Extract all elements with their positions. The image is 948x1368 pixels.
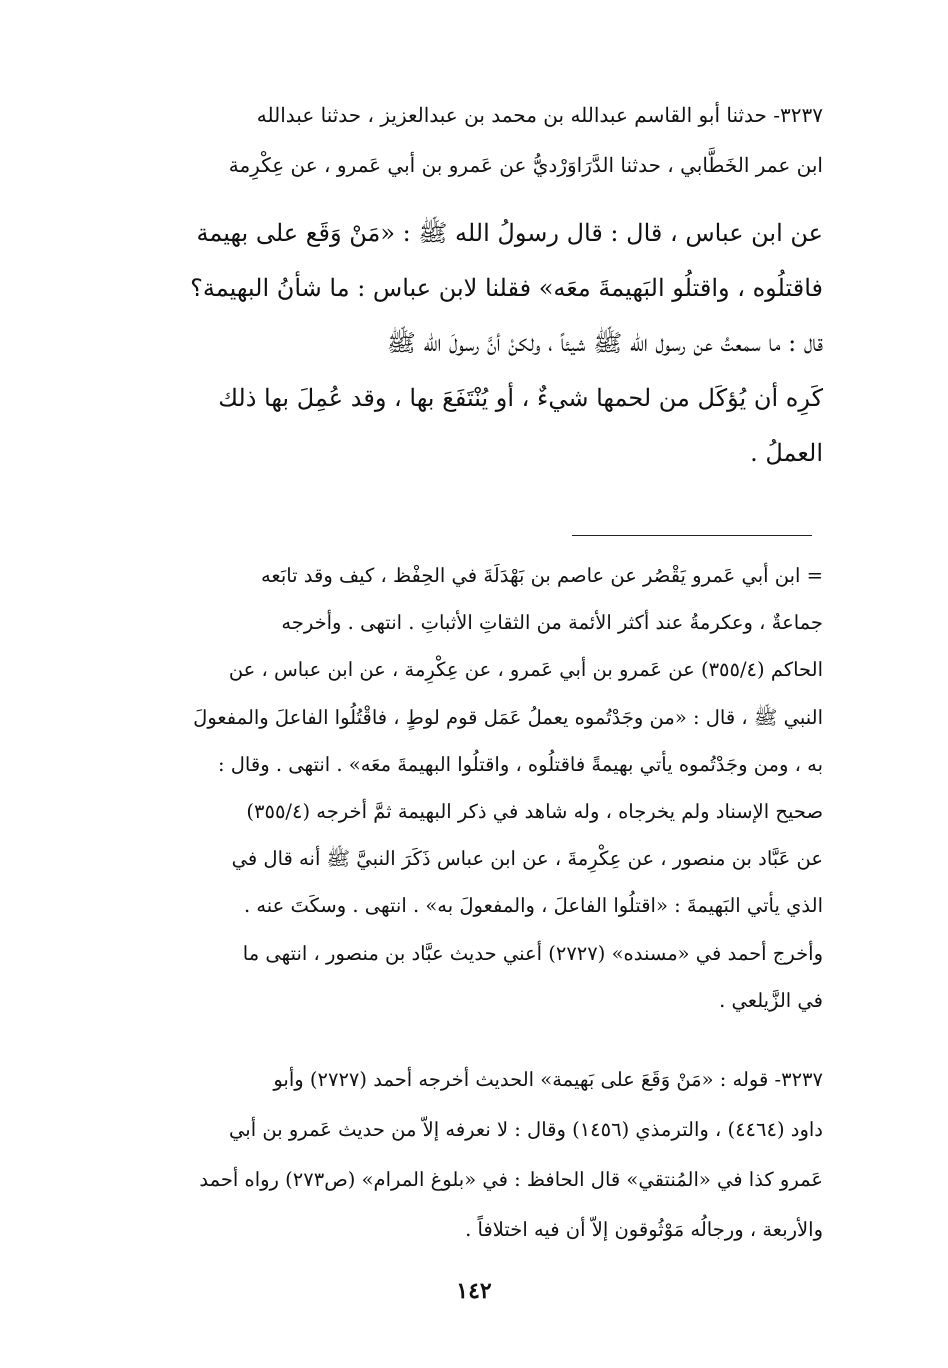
footnote-divider — [572, 535, 812, 536]
isnad-line: ابن عمر الخَطَّابي ، حدثنا الدَّرَاوَرْديُّ عن عَمرو بن أبي عَمرو ، عن عِكْرِمة — [228, 153, 823, 177]
hadith-matn — [105, 206, 823, 481]
matn-line: عن ابن عباس ، قال : قال رسولُ الله ﷺ : «مَنْ وَقَع على بهيمة — [196, 219, 823, 247]
footnote-line: عن عَبَّاد بن منصور ، عن عِكْرِمةَ ، عن ابن عباس ذَكَرَ النبيَّ ﷺ أنه قال في — [231, 847, 823, 871]
commentary-line: والأربعة ، ورجالُه مَوْثُوقون إلاّ أن فيه اختلافاً . — [465, 1218, 823, 1241]
commentary-line: ٣٢٣٧- قوله : «مَنْ وَقَعَ على بَهيمة» الحديث أخرجه أحمد (٢٧٢٧) وأبو — [273, 1068, 823, 1091]
footnote-continuation — [105, 552, 823, 1024]
footnote-line: الذي يأتي البَهيمةَ : «اقتلُوا الفاعلَ ، والمفعولَ به» . انتهى . وسكَتَ عنه . — [243, 894, 823, 918]
commentary-line: عَمرو كذا في «المُنتقي» قال الحافظ : في «بلوغ المرام» (ص٢٧٣) رواه أحمد — [199, 1168, 823, 1191]
matn-line: قال : ما سمعتُ عن رسول الله ﷺ شيئاً ، ولكنْ أنَّ رسولَ الله ﷺ — [386, 329, 823, 357]
footnote-line: جماعةٌ ، وعكرمةُ عند أكثر الأئمة من الثقاتِ الأثباتِ . انتهى . وأخرجه — [281, 611, 823, 635]
footnote-line: به ، ومن وجَدْتُموه يأتي بهيمةً فاقتلُوه ، واقتلُوا البهيمةَ معَه» . انتهى . وقال : — [218, 752, 823, 776]
isnad-line: ٣٢٣٧- حدثنا أبو القاسم عبدالله بن محمد بن عبدالعزيز ، حدثنا عبدالله — [256, 103, 823, 127]
footnote-line: في الزَّيلعي . — [719, 988, 823, 1012]
matn-line: العملُ . — [750, 439, 823, 467]
footnote-line: النبي ﷺ ، قال : «من وجَدْتُموه يعملُ عَمَل قوم لوطٍ ، فاقْتُلُوا الفاعلَ والمفعولَ — [193, 705, 823, 729]
page-number: ١٤٢ — [456, 1278, 492, 1304]
footnote-line: وأخرج أحمد في «مسنده» (٢٧٢٧) أعني حديث عبَّاد بن منصور ، انتهى ما — [242, 941, 823, 965]
footnote-line: = ابن أبي عَمرو يَقْصُر عن عاصم بن بَهْدَلَةَ في الحِفْظ ، كيف وقد تابَعه — [260, 564, 823, 587]
matn-line: فاقتلُوه ، واقتلُو البَهيمةَ معَه» فقلنا لابن عباس : ما شأنُ البهيمة؟ — [190, 274, 823, 302]
footnote-line: صحيح الإسناد ولم يخرجاه ، وله شاهد في ذكر البهيمة ثمَّ أخرجه (٣٥٥/٤) — [246, 800, 823, 824]
commentary-line: داود (٤٤٦٤) ، والترمذي (١٤٥٦) وقال : لا نعرفه إلاّ من حديث عَمرو بن أبي — [229, 1118, 823, 1141]
matn-line: كَرِه أن يُؤكَل من لحمها شيءٌ ، أو يُنْتَفَعَ بها ، وقد عُمِلَ بها ذلك — [218, 384, 823, 412]
footnote-line: الحاكم (٣٥٥/٤) عن عَمرو بن أبي عَمرو ، عن عِكْرِمة ، عن ابن عباس ، عن — [228, 658, 823, 682]
hadith-isnad — [105, 90, 823, 190]
commentary-note — [105, 1055, 823, 1255]
